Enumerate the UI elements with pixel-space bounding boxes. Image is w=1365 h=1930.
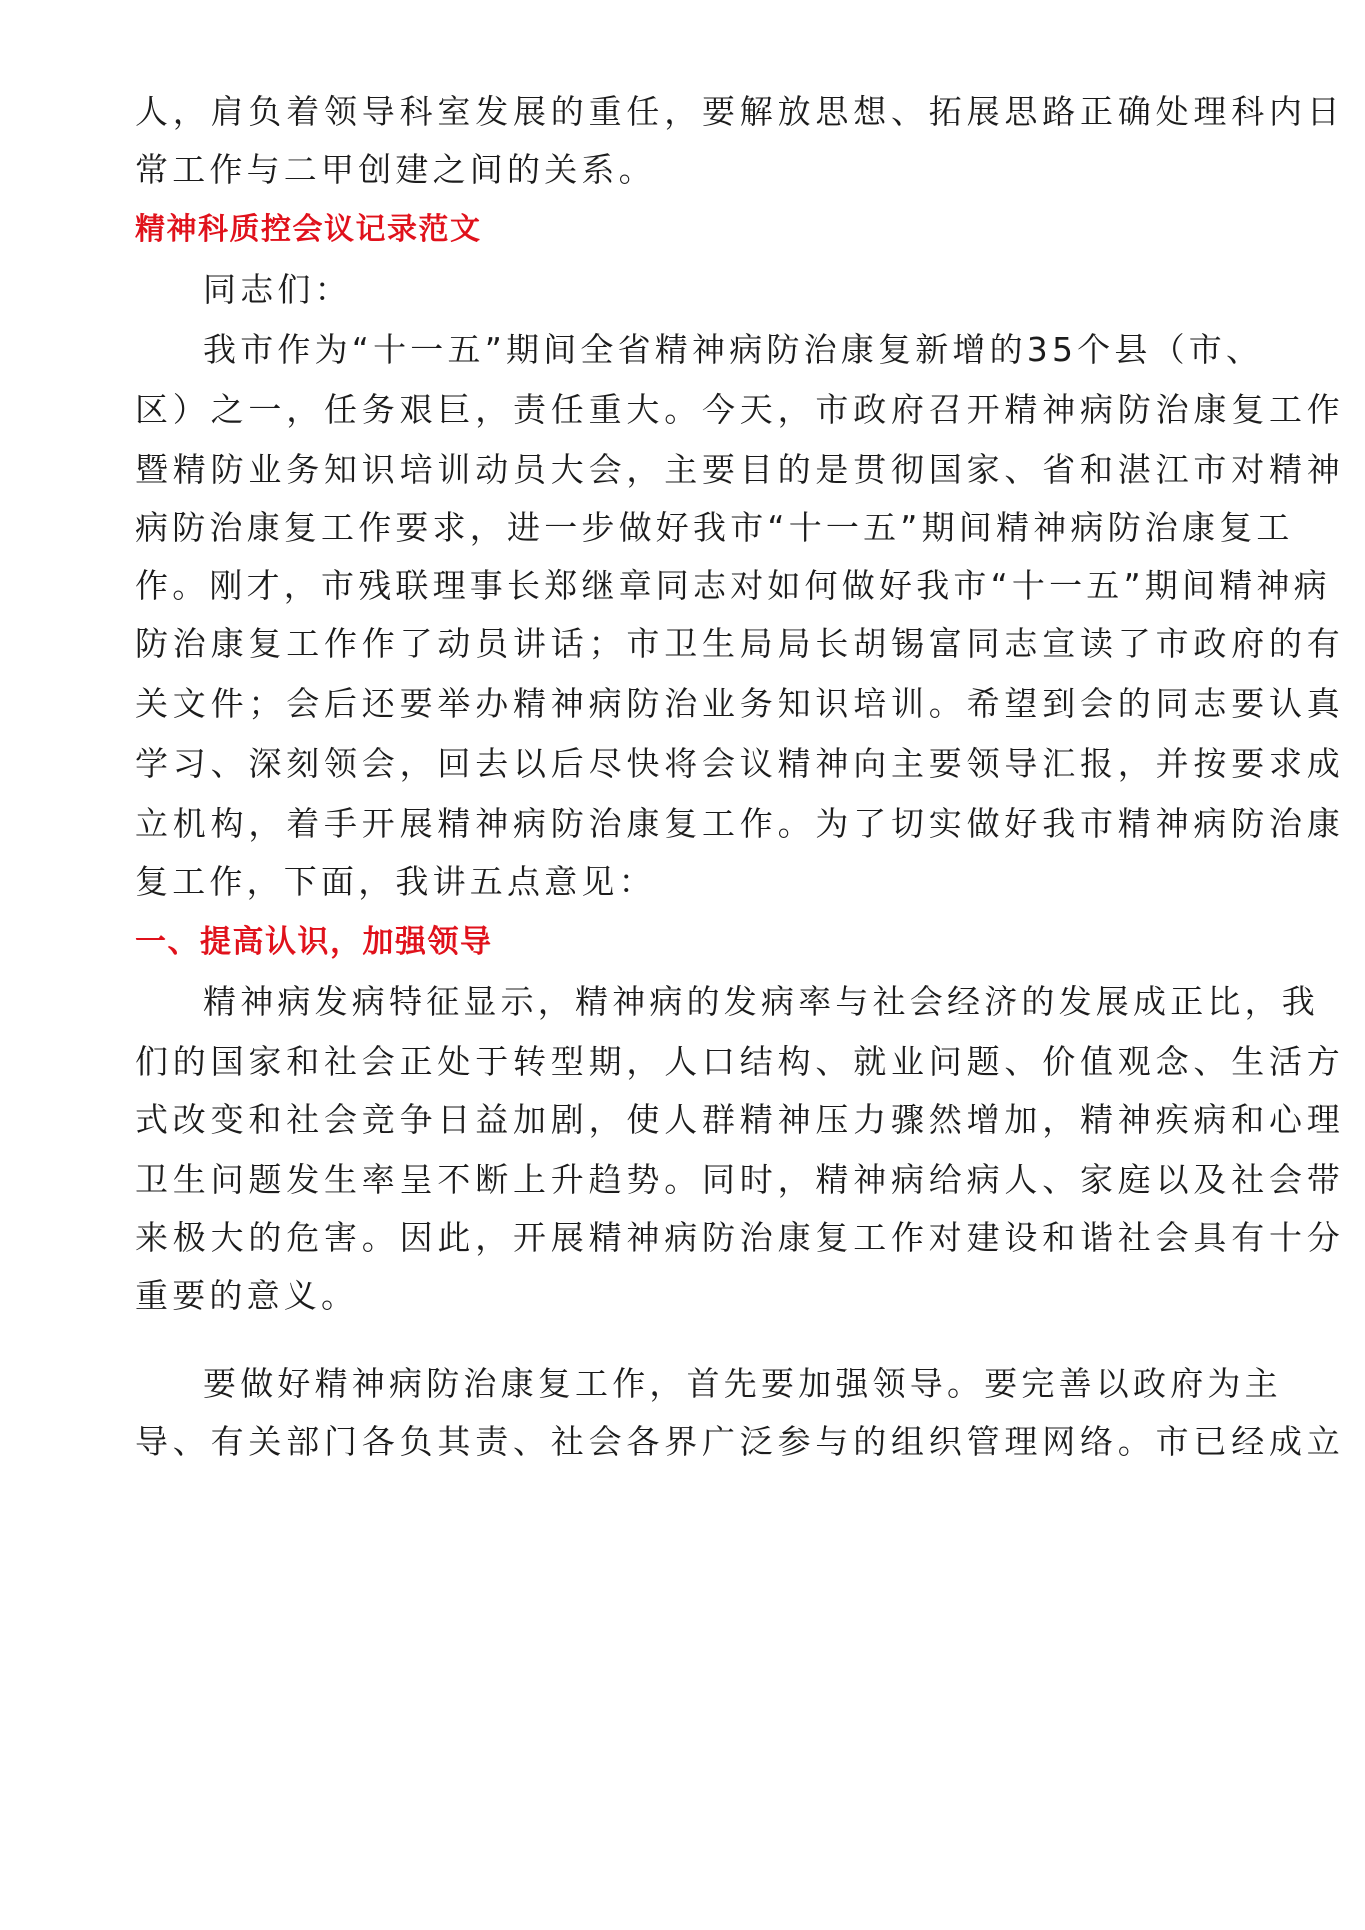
body-text-line: 来极大的危害。因此，开展精神病防治康复工作对建设和谐社会具有十分 bbox=[135, 1218, 1345, 1257]
section-heading: 一、提高认识，加强领导 bbox=[135, 924, 493, 960]
body-text-line: 防治康复工作作了动员讲话；市卫生局局长胡锡富同志宣读了市政府的有 bbox=[135, 624, 1345, 663]
document-title: 精神科质控会议记录范文 bbox=[135, 212, 482, 247]
body-text-line: 卫生问题发生率呈不断上升趋势。同时，精神病给病人、家庭以及社会带 bbox=[135, 1160, 1345, 1199]
body-text-line: 暨精防业务知识培训动员大会，主要目的是贯彻国家、省和湛江市对精神 bbox=[135, 450, 1345, 489]
body-text-line: 重要的意义。 bbox=[135, 1276, 359, 1315]
body-text-line: 人，肩负着领导科室发展的重任，要解放思想、拓展思路正确处理科内日 bbox=[135, 92, 1345, 131]
body-text-line: 我市作为“十一五”期间全省精神病防治康复新增的35个县（市、 bbox=[203, 330, 1264, 369]
body-text-line: 学习、深刻领会，回去以后尽快将会议精神向主要领导汇报，并按要求成 bbox=[135, 744, 1345, 783]
body-text-line: 关文件；会后还要举办精神病防治业务知识培训。希望到会的同志要认真 bbox=[135, 684, 1345, 723]
body-text-line: 精神病发病特征显示，精神病的发病率与社会经济的发展成正比，我 bbox=[203, 982, 1319, 1021]
body-text-line: 要做好精神病防治康复工作，首先要加强领导。要完善以政府为主 bbox=[203, 1364, 1282, 1403]
body-text-line: 式改变和社会竞争日益加剧，使人群精神压力骤然增加，精神疾病和心理 bbox=[135, 1100, 1345, 1139]
body-text-line: 作。刚才，市残联理事长郑继章同志对如何做好我市“十一五”期间精神病 bbox=[135, 566, 1331, 605]
body-text-line: 常工作与二甲创建之间的关系。 bbox=[135, 150, 656, 189]
body-text-line: 导、有关部门各负其责、社会各界广泛参与的组织管理网络。市已经成立 bbox=[135, 1422, 1345, 1461]
salutation: 同志们： bbox=[203, 270, 352, 309]
body-text-line: 区）之一，任务艰巨，责任重大。今天，市政府召开精神病防治康复工作 bbox=[135, 390, 1345, 429]
body-text-line: 们的国家和社会正处于转型期，人口结构、就业问题、价值观念、生活方 bbox=[135, 1042, 1345, 1081]
body-text-line: 复工作，下面，我讲五点意见： bbox=[135, 862, 656, 901]
body-text-line: 病防治康复工作要求，进一步做好我市“十一五”期间精神病防治康复工 bbox=[135, 508, 1294, 547]
body-text-line: 立机构，着手开展精神病防治康复工作。为了切实做好我市精神病防治康 bbox=[135, 804, 1345, 843]
